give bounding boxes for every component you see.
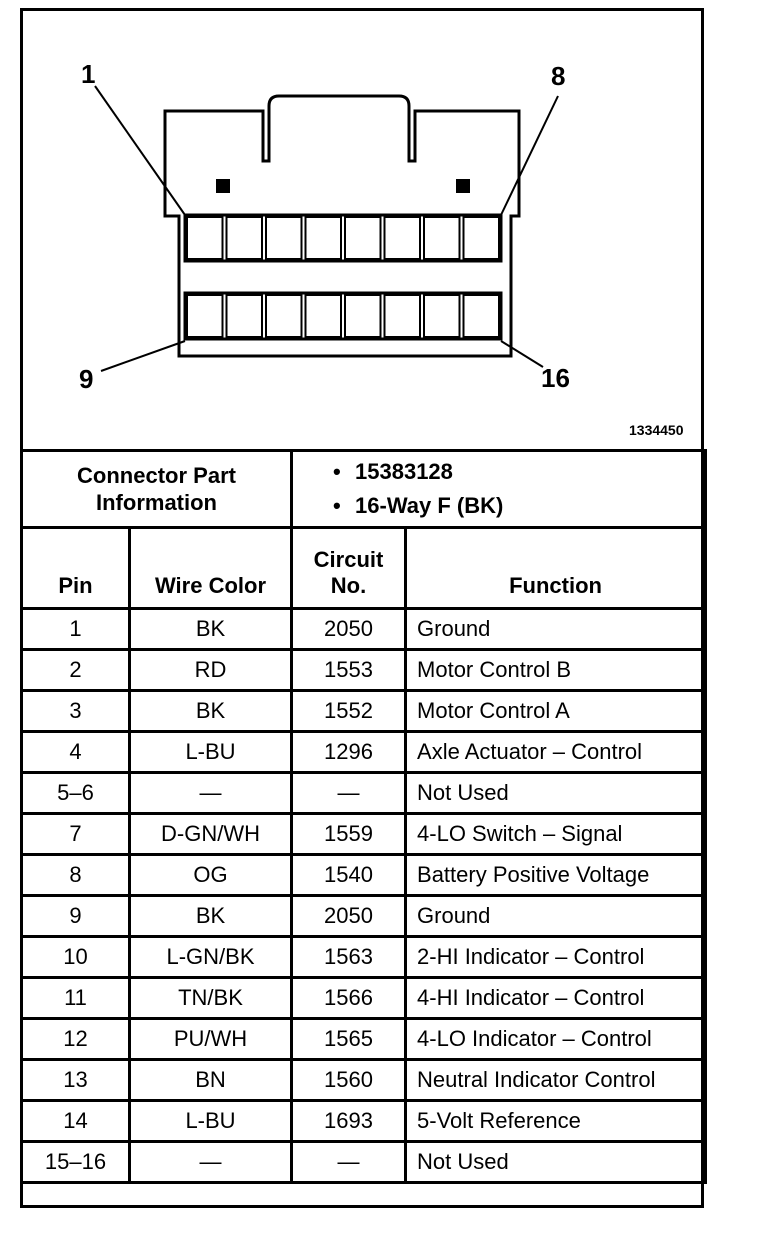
- pin-rows: [22, 609, 706, 1183]
- wire-color-cell: BK: [130, 896, 292, 937]
- pin-cavity: [424, 295, 460, 337]
- wire-color-cell: —: [130, 1142, 292, 1183]
- leader-line-16: [501, 341, 543, 367]
- circuit-cell: 1296: [292, 732, 406, 773]
- table-row: [22, 1101, 706, 1142]
- pin-cell: 12: [22, 1019, 130, 1060]
- table-row: [22, 814, 706, 855]
- wire-color-cell: D-GN/WH: [130, 814, 292, 855]
- pin-cell: 2: [22, 650, 130, 691]
- table-row: [22, 855, 706, 896]
- pin-cavity: [385, 295, 421, 337]
- function-cell: Axle Actuator – Control: [406, 732, 706, 773]
- wire-color-cell: BK: [130, 691, 292, 732]
- part-number: 15383128: [355, 459, 453, 484]
- circuit-cell: 1560: [292, 1060, 406, 1101]
- circuit-cell: 2050: [292, 896, 406, 937]
- lock-tab-right: [456, 179, 470, 193]
- function-cell: 4-LO Switch – Signal: [406, 814, 706, 855]
- wire-color-cell: BN: [130, 1060, 292, 1101]
- circuit-cell: —: [292, 1142, 406, 1183]
- info-item: [333, 489, 704, 523]
- wire-color-cell: RD: [130, 650, 292, 691]
- pin-cell: 4: [22, 732, 130, 773]
- wire-color-cell: L-GN/BK: [130, 937, 292, 978]
- function-cell: 4-HI Indicator – Control: [406, 978, 706, 1019]
- header-wire-color: Wire Color: [130, 528, 292, 609]
- info-item: [333, 455, 704, 489]
- header-circuit-line1: Circuit: [313, 547, 384, 572]
- figure-id: 1334450: [629, 422, 684, 438]
- function-cell: Not Used: [406, 773, 706, 814]
- cavity-row-frame: [185, 293, 501, 339]
- callout-pin-8: 8: [551, 61, 566, 91]
- wire-color-cell: OG: [130, 855, 292, 896]
- function-cell: Ground: [406, 896, 706, 937]
- pin-cavity: [345, 217, 381, 259]
- header-circuit: [292, 528, 406, 609]
- pin-cavity: [187, 217, 223, 259]
- table-row: [22, 1142, 706, 1183]
- pin-cavity: [345, 295, 381, 337]
- pin-cavity: [187, 295, 223, 337]
- callout-pin-9: 9: [79, 364, 94, 394]
- connector-info-list: [292, 451, 706, 528]
- connector-type: 16-Way F (BK): [355, 493, 504, 518]
- table-row: [22, 732, 706, 773]
- bullet-icon: •: [333, 493, 341, 518]
- callout-pin-16: 16: [541, 363, 570, 393]
- bullet-icon: •: [333, 459, 341, 484]
- circuit-cell: 1540: [292, 855, 406, 896]
- table-row: [22, 1019, 706, 1060]
- function-cell: Motor Control B: [406, 650, 706, 691]
- cavity-row-frame: [185, 215, 501, 261]
- header-function: Function: [406, 528, 706, 609]
- table-row: [22, 609, 706, 650]
- info-label-line1: Connector Part: [77, 463, 236, 488]
- pin-cell: 13: [22, 1060, 130, 1101]
- connector-face-diagram: [23, 11, 701, 449]
- pin-cavity: [385, 217, 421, 259]
- table-row: [22, 1060, 706, 1101]
- connector-info-row: [22, 451, 706, 528]
- circuit-cell: 1553: [292, 650, 406, 691]
- pin-cell: 9: [22, 896, 130, 937]
- pin-cavity: [227, 217, 263, 259]
- leader-line-9: [101, 341, 185, 371]
- pin-cavity: [306, 217, 342, 259]
- pin-cell: 1: [22, 609, 130, 650]
- circuit-cell: 1563: [292, 937, 406, 978]
- pin-cavity: [464, 217, 500, 259]
- pin-cavity: [424, 217, 460, 259]
- pin-cavity: [464, 295, 500, 337]
- circuit-cell: 1693: [292, 1101, 406, 1142]
- function-cell: Ground: [406, 609, 706, 650]
- callout-pin-1: 1: [81, 59, 96, 89]
- function-cell: Motor Control A: [406, 691, 706, 732]
- wire-color-cell: BK: [130, 609, 292, 650]
- table-row: [22, 773, 706, 814]
- circuit-cell: 2050: [292, 609, 406, 650]
- wire-color-cell: PU/WH: [130, 1019, 292, 1060]
- pin-cell: 8: [22, 855, 130, 896]
- function-cell: Neutral Indicator Control: [406, 1060, 706, 1101]
- wire-color-cell: TN/BK: [130, 978, 292, 1019]
- table-row: [22, 978, 706, 1019]
- function-cell: 2-HI Indicator – Control: [406, 937, 706, 978]
- function-cell: Battery Positive Voltage: [406, 855, 706, 896]
- table-header-row: [22, 528, 706, 609]
- circuit-cell: 1566: [292, 978, 406, 1019]
- connector-drawing: [23, 11, 701, 449]
- table-row: [22, 691, 706, 732]
- wire-color-cell: —: [130, 773, 292, 814]
- lock-tab-left: [216, 179, 230, 193]
- table-row: [22, 937, 706, 978]
- table-row: [22, 896, 706, 937]
- function-cell: 4-LO Indicator – Control: [406, 1019, 706, 1060]
- pin-cell: 7: [22, 814, 130, 855]
- cavity-row-lower: [185, 293, 501, 339]
- pin-cell: 15–16: [22, 1142, 130, 1183]
- pin-table: [20, 449, 707, 1184]
- pin-cell: 11: [22, 978, 130, 1019]
- table-row: [22, 650, 706, 691]
- pin-cell: 10: [22, 937, 130, 978]
- pin-cell: 5–6: [22, 773, 130, 814]
- pin-cavity: [227, 295, 263, 337]
- header-pin: Pin: [22, 528, 130, 609]
- leader-line-8: [501, 96, 558, 215]
- pin-cavity: [266, 217, 302, 259]
- wire-color-cell: L-BU: [130, 1101, 292, 1142]
- cavity-row-upper: [185, 215, 501, 261]
- circuit-cell: 1552: [292, 691, 406, 732]
- pin-cavity: [266, 295, 302, 337]
- wire-color-cell: L-BU: [130, 732, 292, 773]
- function-cell: 5-Volt Reference: [406, 1101, 706, 1142]
- pin-cell: 14: [22, 1101, 130, 1142]
- connector-sheet: [20, 8, 704, 1208]
- function-cell: Not Used: [406, 1142, 706, 1183]
- circuit-cell: 1565: [292, 1019, 406, 1060]
- pin-cell: 3: [22, 691, 130, 732]
- circuit-cell: —: [292, 773, 406, 814]
- leader-line-1: [95, 86, 185, 215]
- info-label-line2: Information: [96, 490, 217, 515]
- circuit-cell: 1559: [292, 814, 406, 855]
- pin-cavity: [306, 295, 342, 337]
- header-circuit-line2: No.: [330, 573, 367, 598]
- connector-info-label: [22, 451, 292, 528]
